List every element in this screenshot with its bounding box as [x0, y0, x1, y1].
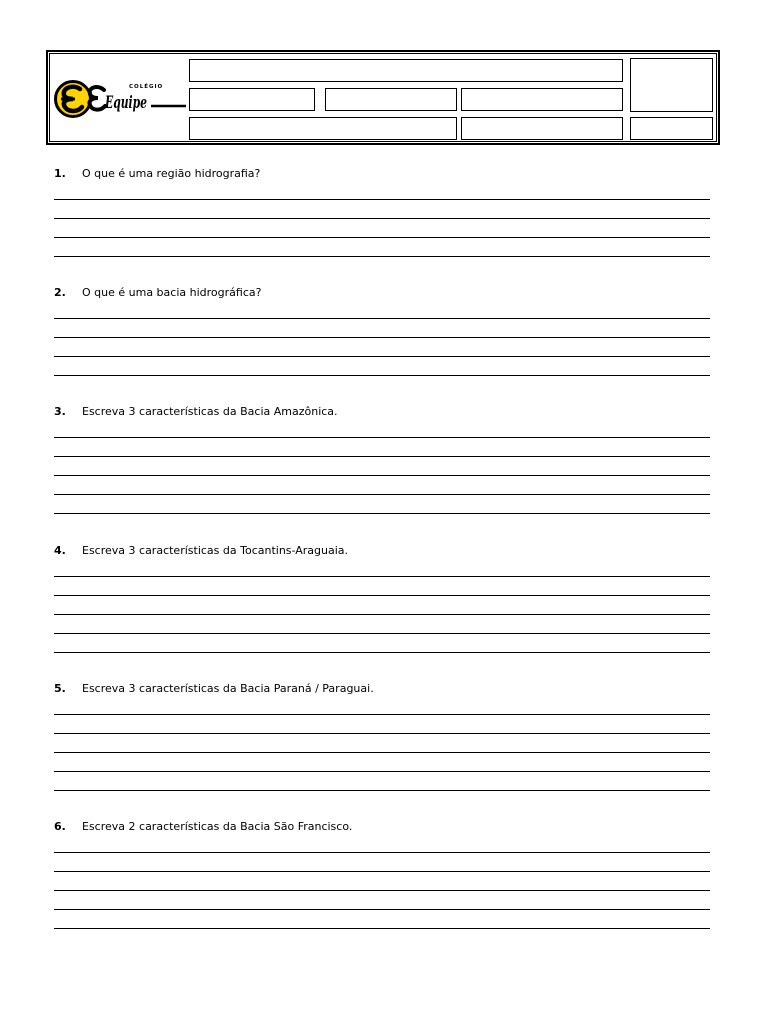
answer-line[interactable] [54, 495, 710, 514]
answer-lines[interactable] [54, 181, 710, 257]
question-text: O que é uma bacia hidrográfica? [82, 286, 262, 299]
answer-line[interactable] [54, 872, 710, 891]
answer-line[interactable] [54, 457, 710, 476]
header-field-1[interactable] [189, 59, 623, 82]
logo-small-text: COLÉGIO [129, 84, 164, 90]
answer-line[interactable] [54, 181, 710, 200]
header-field-3[interactable] [325, 88, 457, 111]
answer-lines[interactable] [54, 834, 710, 929]
answer-line[interactable] [54, 200, 710, 219]
question-number: 5. [54, 682, 66, 695]
answer-line[interactable] [54, 834, 710, 853]
answer-line[interactable] [54, 577, 710, 596]
question-4 [54, 544, 710, 653]
answer-lines[interactable] [54, 558, 710, 653]
question-number: 6. [54, 820, 66, 833]
answer-line[interactable] [54, 419, 710, 438]
header-field-5[interactable] [189, 117, 457, 140]
question-number: 1. [54, 167, 66, 180]
question-6 [54, 820, 710, 929]
header-field-2[interactable] [189, 88, 315, 111]
question-text: Escreva 3 características da Bacia Paraná / Paraguai. [82, 682, 374, 695]
answer-lines[interactable] [54, 419, 710, 514]
answer-line[interactable] [54, 853, 710, 872]
header-field-7[interactable] [630, 117, 713, 140]
header-field-6[interactable] [461, 117, 623, 140]
header-form [46, 50, 720, 145]
answer-line[interactable] [54, 715, 710, 734]
answer-line[interactable] [54, 891, 710, 910]
answer-lines[interactable] [54, 696, 710, 791]
answer-line[interactable] [54, 319, 710, 338]
answer-line[interactable] [54, 596, 710, 615]
answer-line[interactable] [54, 772, 710, 791]
answer-line[interactable] [54, 753, 710, 772]
answer-line[interactable] [54, 734, 710, 753]
question-text: Escreva 3 características da Bacia Amazônica. [82, 405, 338, 418]
question-1 [54, 167, 710, 257]
answer-line[interactable] [54, 476, 710, 495]
header-photo-box[interactable] [630, 58, 713, 112]
question-number: 2. [54, 286, 66, 299]
colegio-equipe-logo [53, 79, 188, 119]
answer-line[interactable] [54, 438, 710, 457]
question-number: 4. [54, 544, 66, 557]
answer-line[interactable] [54, 300, 710, 319]
answer-line[interactable] [54, 634, 710, 653]
question-3 [54, 405, 710, 514]
answer-line[interactable] [54, 338, 710, 357]
answer-line[interactable] [54, 219, 710, 238]
question-text: Escreva 3 características da Tocantins-Araguaia. [82, 544, 349, 557]
question-text: Escreva 2 características da Bacia São Francisco. [82, 820, 353, 833]
header-field-4[interactable] [461, 88, 623, 111]
answer-line[interactable] [54, 910, 710, 929]
question-5 [54, 682, 710, 791]
answer-line[interactable] [54, 558, 710, 577]
answer-line[interactable] [54, 238, 710, 257]
question-text: O que é uma região hidrografia? [82, 167, 261, 180]
logo-brand-text: Equipe [104, 93, 148, 113]
answer-lines[interactable] [54, 300, 710, 376]
question-2 [54, 286, 710, 376]
answer-line[interactable] [54, 696, 710, 715]
question-number: 3. [54, 405, 66, 418]
answer-line[interactable] [54, 615, 710, 634]
answer-line[interactable] [54, 357, 710, 376]
